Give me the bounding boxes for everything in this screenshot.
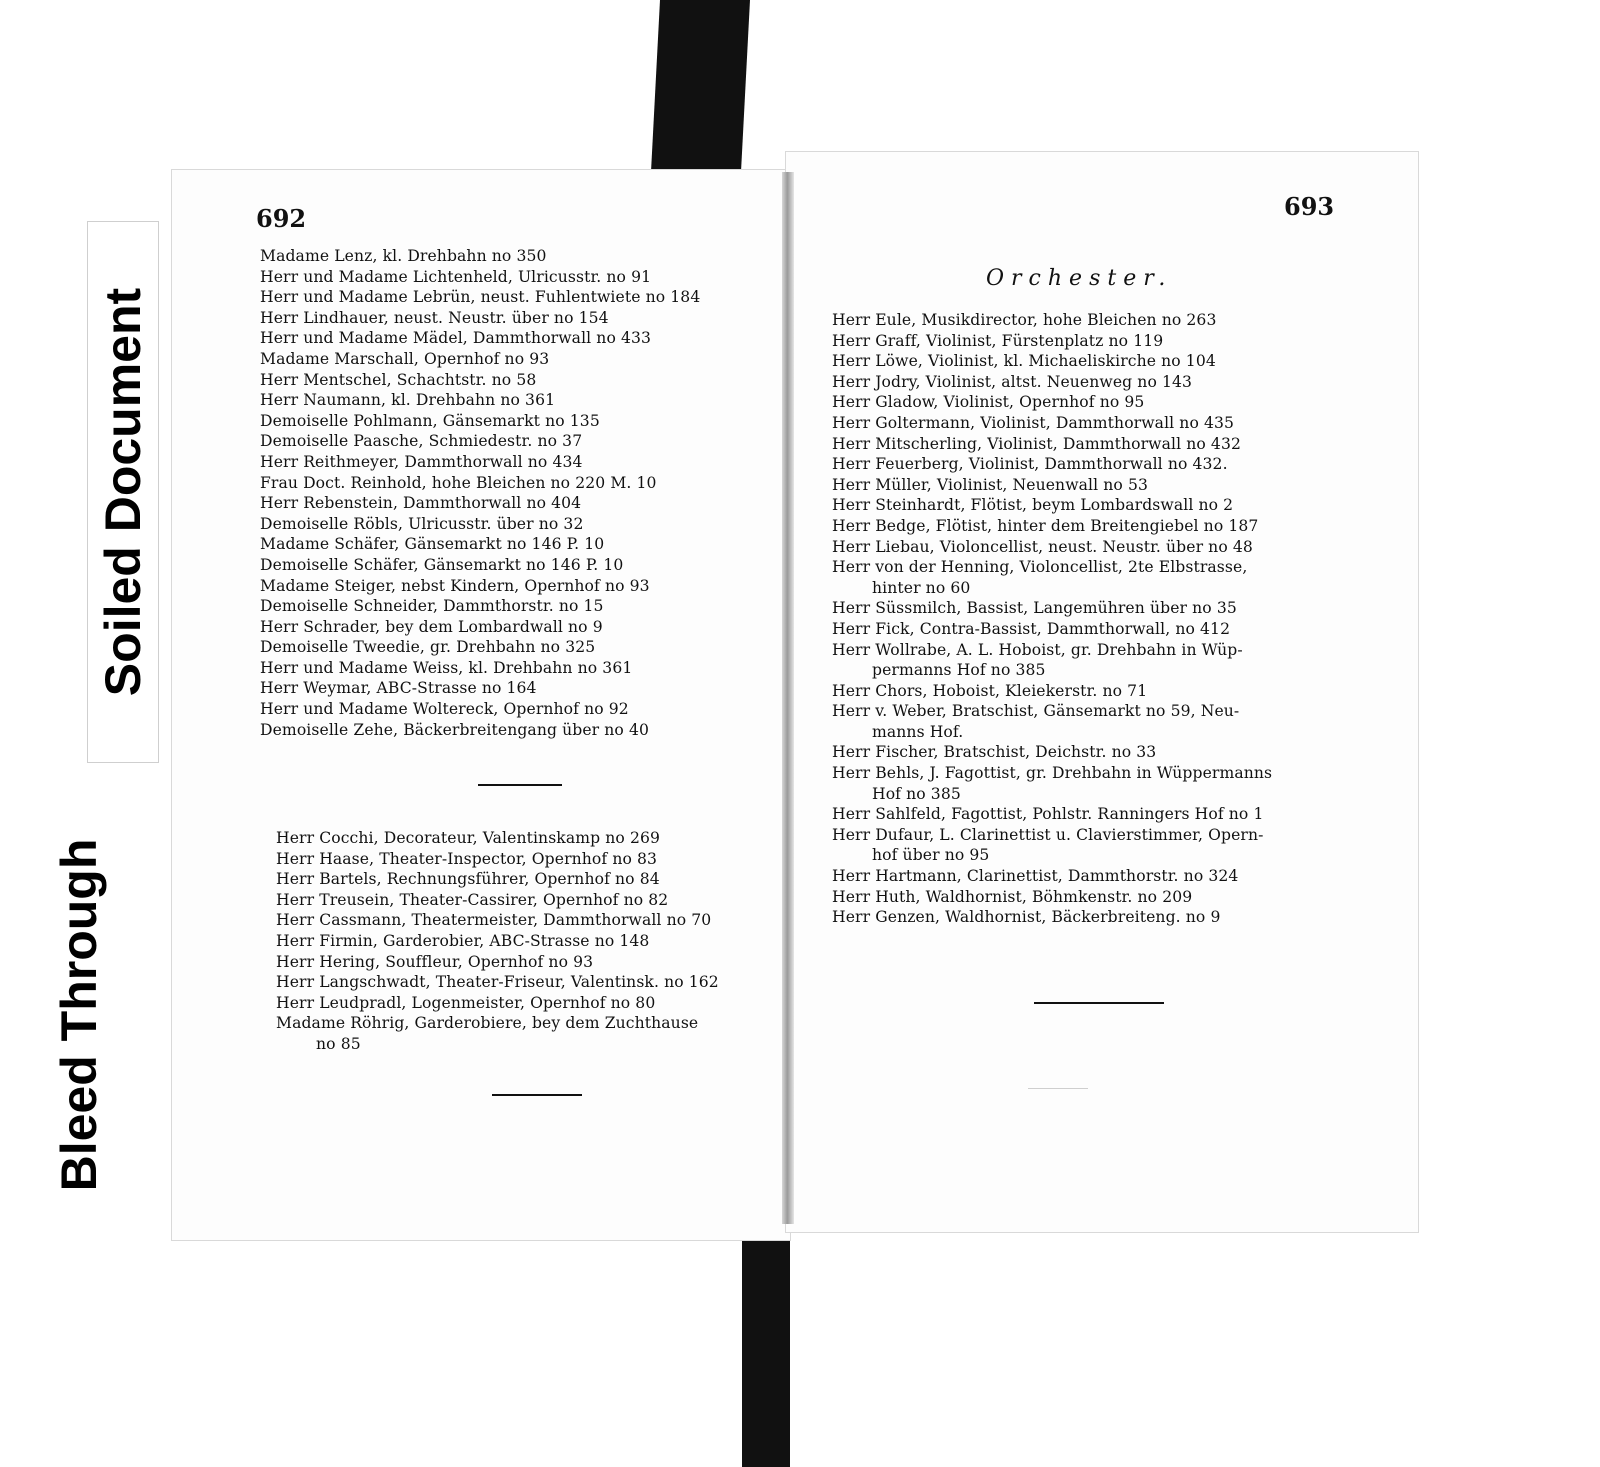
list-item: Herr und Madame Mädel, Dammthorwall no 433 [260,329,652,348]
list-item: Herr Genzen, Waldhornist, Bäckerbreiteng. no 9 [832,908,1221,927]
soiled-document-text: Soiled Document [95,287,151,697]
list-item: Herr Süssmilch, Bassist, Langemühren über no 35 [832,599,1237,618]
list-item: Herr Liebau, Violoncellist, neust. Neustr. über no 48 [832,537,1253,556]
list-item [832,784,1272,805]
list-item: Demoiselle Zehe, Bäckerbreitengang über no 40 [260,720,649,739]
section-divider [478,784,562,786]
list-item: Herr Leudpradl, Logenmeister, Opernhof no 80 [276,993,656,1012]
list-item [276,1034,719,1055]
list-item [832,578,1272,599]
binding-spine-bottom [742,1225,790,1467]
list-item: Demoiselle Tweedie, gr. Drehbahn no 325 [260,638,596,657]
list-item: Herr Goltermann, Violinist, Dammthorwall no 435 [832,413,1235,432]
list-item: Herr Rebenstein, Dammthorwall no 404 [260,494,582,513]
list-item: Herr Cassmann, Theatermeister, Dammthorwall no 70 [276,911,712,930]
list-item: Herr Haase, Theater-Inspector, Opernhof no 83 [276,849,658,868]
list-item: Herr Weymar, ABC-Strasse no 164 [260,679,537,698]
list-item-continuation: manns Hof. [872,722,964,741]
bleed-through-text: Bleed Through [51,838,107,1192]
list-item: Herr Hartmann, Clarinettist, Dammthorstr. no 324 [832,867,1239,886]
list-item: Herr Huth, Waldhornist, Böhmkenstr. no 209 [832,887,1193,906]
list-item: Herr und Madame Weiss, kl. Drehbahn no 361 [260,658,633,677]
book-gutter [782,172,794,1224]
list-item: Herr Cocchi, Decorateur, Valentinskamp no 269 [276,829,661,847]
list-item-continuation: no 85 [316,1034,361,1053]
list-item-continuation: Hof no 385 [872,784,961,803]
list-item: Herr Firmin, Garderobier, ABC-Strasse no 148 [276,931,650,950]
binding-spine-top [650,0,750,190]
list-item: Herr Dufaur, L. Clarinettist u. Clavierstimmer, Opern- [832,825,1264,844]
list-item: Herr Sahlfeld, Fagottist, Pohlstr. Ranningers Hof no 1 [832,805,1264,824]
list-item: Herr und Madame Lebrün, neust. Fuhlentwiete no 184 [260,288,701,307]
list-item: Madame Schäfer, Gänsemarkt no 146 P. 10 [260,535,605,554]
list-item: Herr Chors, Hoboist, Kleiekerstr. no 71 [832,681,1148,700]
list-item: Herr Feuerberg, Violinist, Dammthorwall no 432. [832,455,1228,474]
list-item: Madame Röhrig, Garderobiere, bey dem Zuchthause [276,1014,699,1033]
bleed-through-label [44,790,114,1240]
list-item: Madame Lenz, kl. Drehbahn no 350 [260,247,547,265]
list-item: Herr Bedge, Flötist, hinter dem Breitengiebel no 187 [832,516,1259,535]
list-item: Herr Bartels, Rechnungsführer, Opernhof no 84 [276,870,660,889]
list-item: Herr und Madame Lichtenheld, Ulricusstr. no 91 [260,267,652,286]
left-page-number: 692 [256,204,307,233]
section-divider [492,1094,582,1096]
list-item: Herr Behls, J. Fagottist, gr. Drehbahn in Wüppermanns [832,764,1273,783]
soiled-document-label [88,222,158,762]
section-divider [1034,1002,1164,1004]
bleed-through-mark [1028,1088,1088,1089]
list-item: Demoiselle Paasche, Schmiedestr. no 37 [260,432,583,451]
list-item [832,845,1272,866]
left-page-list-staff [276,828,719,1055]
list-item: Herr Langschwadt, Theater-Friseur, Valentinsk. no 162 [276,973,719,992]
list-item: Herr und Madame Woltereck, Opernhof no 92 [260,700,629,719]
list-item: Herr Jodry, Violinist, altst. Neuenweg no 143 [832,372,1193,391]
list-item: Demoiselle Pohlmann, Gänsemarkt no 135 [260,411,600,430]
list-item: Herr Mitscherling, Violinist, Dammthorwall no 432 [832,434,1241,453]
list-item: Madame Marschall, Opernhof no 93 [260,349,550,368]
list-item: Herr Löwe, Violinist, kl. Michaeliskirche no 104 [832,352,1216,371]
list-item: Herr Lindhauer, neust. Neustr. über no 154 [260,308,609,327]
list-item: Demoiselle Schneider, Dammthorstr. no 15 [260,597,604,616]
list-item: Herr Wollrabe, A. L. Hoboist, gr. Drehbahn in Wüp- [832,640,1243,659]
section-heading-orchestra: Orchester. [986,266,1173,291]
list-item: Herr Müller, Violinist, Neuenwall no 53 [832,475,1149,494]
right-page-list-orchestra [832,310,1272,928]
list-item: Herr v. Weber, Bratschist, Gänsemarkt no 59, Neu- [832,702,1240,721]
list-item: Demoiselle Schäfer, Gänsemarkt no 146 P. 10 [260,555,624,574]
left-page-list-cast [260,246,700,740]
list-item: Herr Fick, Contra-Bassist, Dammthorwall, no 412 [832,619,1231,638]
list-item: Herr Gladow, Violinist, Opernhof no 95 [832,393,1145,412]
list-item: Herr Steinhardt, Flötist, beym Lombardswall no 2 [832,496,1234,515]
list-item: Herr Reithmeyer, Dammthorwall no 434 [260,452,583,471]
list-item-continuation: hinter no 60 [872,578,971,597]
list-item: Demoiselle Röbls, Ulricusstr. über no 32 [260,514,584,533]
list-item: Herr Treusein, Theater-Cassirer, Opernhof no 82 [276,890,669,909]
list-item: Herr Eule, Musikdirector, hohe Bleichen no 263 [832,311,1217,329]
list-item [832,660,1272,681]
list-item: Herr Hering, Souffleur, Opernhof no 93 [276,952,594,971]
list-item: Herr Fischer, Bratschist, Deichstr. no 33 [832,743,1157,762]
list-item: Herr Mentschel, Schachtstr. no 58 [260,370,537,389]
right-page-number: 693 [1284,192,1335,221]
list-item [832,722,1272,743]
list-item: Herr Schrader, bey dem Lombardwall no 9 [260,617,603,636]
list-item: Frau Doct. Reinhold, hohe Bleichen no 220 M. 10 [260,473,657,492]
list-item: Herr Naumann, kl. Drehbahn no 361 [260,391,556,410]
list-item: Herr Graff, Violinist, Fürstenplatz no 119 [832,331,1164,350]
list-item-continuation: hof über no 95 [872,846,990,865]
list-item-continuation: permanns Hof no 385 [872,661,1046,680]
list-item: Madame Steiger, nebst Kindern, Opernhof no 93 [260,576,650,595]
list-item: Herr von der Henning, Violoncellist, 2te Elbstrasse, [832,558,1248,577]
